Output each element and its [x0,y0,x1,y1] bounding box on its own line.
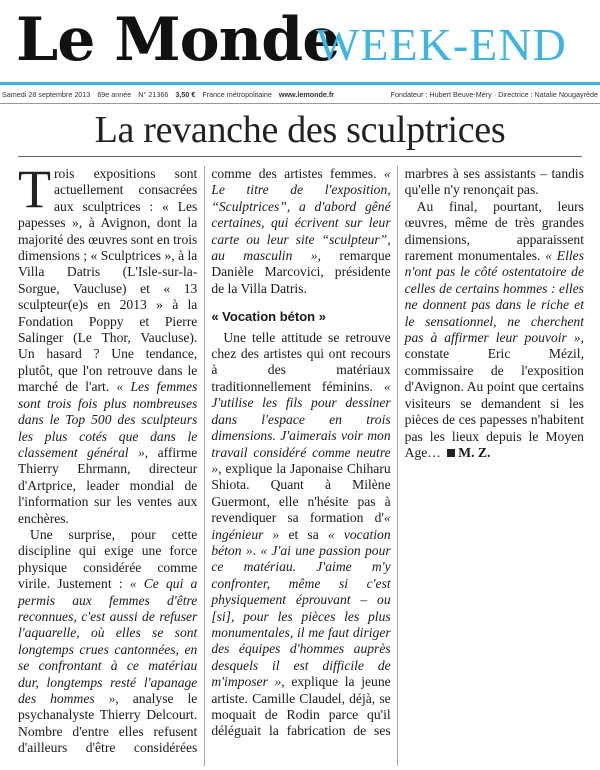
masthead [0,0,600,86]
headline-rule [18,156,582,157]
quote: « J'utilise les fils pour dessiner dans l'espace en trois dimensions. J'aimerais voir mon travail considéré comme neutre » [211,378,391,476]
author-signature: M. Z. [458,444,491,460]
director-credit: Directrice : Natalie Nougayrède [498,90,598,99]
article-subheading: « Vocation béton » [211,309,326,325]
issue-number: N° 21366 [138,90,169,99]
quote: « vocation béton » [211,526,391,558]
quote: « Les femmes sont trois fois plus nombreuses dans le Top 500 des sculpteurs les plus cotés que dans le classement général » [18,379,198,460]
paragraph-text: Une telle attitude se retrouve chez des artistes qui ont recours à des matériaux traditionnellement féminins. [211,329,391,394]
info-rule [0,103,600,104]
issue-info-left [2,90,334,99]
issue-year: 69e année [97,90,132,99]
founder-credit: Fondateur : Hubert Beuve-Méry [390,90,492,99]
credit-separator: · [493,90,499,99]
paragraph-text: Une surprise, pour cette discipline qui exige une force physique considérée comme virile. Justement : [18,526,198,592]
end-mark-icon [447,449,455,457]
paragraph-text: , constate Eric Mézil, commissaire de l'exposition d'Avignon. Au point que certains visiteurs se demandent si les pièces de ces papesses n'habitent pas les lieux depuis le Moyen Age… [404,330,584,460]
paragraph-text: Au final, pourtant, leurs œuvres, même de très grandes dimensions, apparaissent rarement monumentales. [404,198,584,264]
quote: « Le titre de l'exposition, “Sculptrices”, a d'abord gêné certaines, qui écrivent sur leur carte ou leur site “sculpteur”, au masculin » [211,166,391,264]
article-body [18,159,584,766]
week-end-section-title: WEEK-END [316,19,567,70]
quote: « Ce qui a permis aux femmes d'être reconnues, c'est aussi de refuser l'aquarelle, où elles se sont longtemps crues cantonnées, en se confrontant à ce matériau dur, longtemps resté l'apanage des hommes » [18,576,198,706]
paragraph-text: Trois expositions sont actuellement consacrées aux sculptrices : « Les papesses », à Avignon, dont la majorité des œuvres sont en trois dimensions ; « Sculptrices », à la Villa Datris (L'Isle-sur-la-Sorgue, Vaucluse) et « 13 sculpteur(e)s en 2013 » à la Fondation Poppy et Pierre Salinger (Le Thor, Vaucluse). Un hasard ? Une tendance, plutôt, que l'on retrouve dans le marché de l'art. [18,159,198,395]
site-link[interactable]: www.lemonde.fr [278,90,335,99]
quote: « J'ai une passion pour ce matériau. J'aime m'y confronter, même si c'est physiquement éprouvant – ou [si], pour les pièces les plus monumentales, il me faut diriger des équipes d'hommes auprès desquels il est difficile de m'imposer » [211,542,391,690]
paragraph-text: , affirme Thierry Ehrmann, directeur d'Artprice, leader mondial de l'information sur les ventes aux enchères. [18,444,198,526]
paragraph-text: , explique la jeune artiste. Camille Claudel, déjà, se moquait de Rodin parce qu'il déléguait la fabrication de ses marbres à ses assistants – tandis qu'elle n'y renonçait pas. [211,166,584,739]
issue-info-right [391,90,598,99]
paragraph-text: , analyse le psychanalyste Thierry Delcourt. Nombre d'entre elles refusent d'ailleurs d'être considérées comme des artistes femmes. [18,166,384,756]
paragraph-text: , explique la Japonaise Chiharu Shiota. Quant à Milène Guermont, elle n'hésite pas à revendiquer sa formation d' [211,460,391,526]
paragraph-text: , remarque Danièle Marcovici, présidente de la Villa Datris. [211,248,391,296]
issue-date: Samedi 28 septembre 2013 [2,90,91,99]
issue-edition: France métropolitaine [202,90,272,99]
le-monde-logo[interactable]: Le Monde [16,5,340,75]
article-paragraph [18,159,198,527]
article-headline: La revanche des sculptrices [94,109,506,151]
issue-price: 3,50 € [175,90,196,99]
paragraph-text: et sa [279,526,328,542]
masthead-rule [0,82,600,85]
quote: « Elles n'ont pas le côté ostentatoire de celles de certains hommes : elles ne donnent pas dans le riche et le sensationnel, ne cherchent pas à affirmer leur pouvoir » [404,248,584,346]
issue-info-bar [0,88,600,102]
article-paragraph [405,199,584,462]
quote: « ingénieur » [211,510,391,542]
paragraph-text: . [252,542,261,558]
